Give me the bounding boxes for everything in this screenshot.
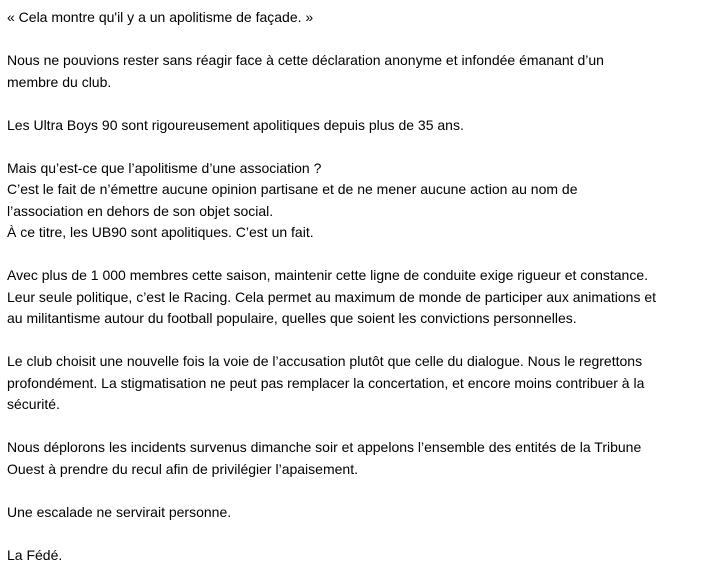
text-line: l’association en dehors de son objet social. — [7, 202, 274, 219]
quote-paragraph — [7, 7, 703, 29]
definition-paragraph — [7, 158, 703, 244]
text-line: « Cela montre qu'il y a un apolitisme de façade. » — [7, 9, 314, 25]
text-line: Mais qu’est-ce que l’apolitisme d’une association ? — [7, 159, 322, 176]
text-line: Avec plus de 1 000 membres cette saison, maintenir cette ligne de conduite exige rigueur et constance. — [7, 267, 649, 283]
text-line: Une escalade ne servirait personne. — [7, 503, 232, 520]
text-line: sécurité. — [7, 396, 60, 412]
signature — [7, 545, 703, 567]
text-line: C’est le fait de n’émettre aucune opinion partisane et de ne mener aucune action au nom de — [7, 181, 578, 197]
text-line: membre du club. — [7, 73, 112, 90]
apolitical-paragraph — [7, 115, 703, 137]
text-line: Ouest à prendre du recul afin de privilégier l’apaisement. — [7, 460, 358, 477]
text-line: Leur seule politique, c’est le Racing. Cela permet au maximum de monde de participer aux animations et — [7, 288, 657, 305]
text-line: Nous ne pouvions rester sans réagir face à cette déclaration anonyme et infondée émanant d’un — [7, 52, 604, 68]
text-line: La Fédé. — [7, 546, 63, 563]
text-line: À ce titre, les UB90 sont apolitiques. C’est un fait. — [7, 224, 314, 240]
response-paragraph — [7, 50, 703, 93]
text-line: Le club choisit une nouvelle fois la voie de l’accusation plutôt que celle du dialogue. Nous le regrettons — [7, 353, 643, 369]
escalation-paragraph — [7, 502, 703, 524]
club-paragraph — [7, 351, 703, 416]
text-line: Nous déplorons les incidents survenus dimanche soir et appelons l’ensemble des entités de la Tribune — [7, 439, 642, 455]
members-paragraph — [7, 265, 703, 330]
incidents-paragraph — [7, 437, 703, 480]
text-line: profondément. La stigmatisation ne peut pas remplacer la concertation, et encore moins contribuer à la — [7, 374, 645, 391]
text-line: Les Ultra Boys 90 sont rigoureusement apolitiques depuis plus de 35 ans. — [7, 116, 464, 133]
text-line: au militantisme autour du football populaire, quelles que soient les convictions personnelles. — [7, 310, 577, 326]
